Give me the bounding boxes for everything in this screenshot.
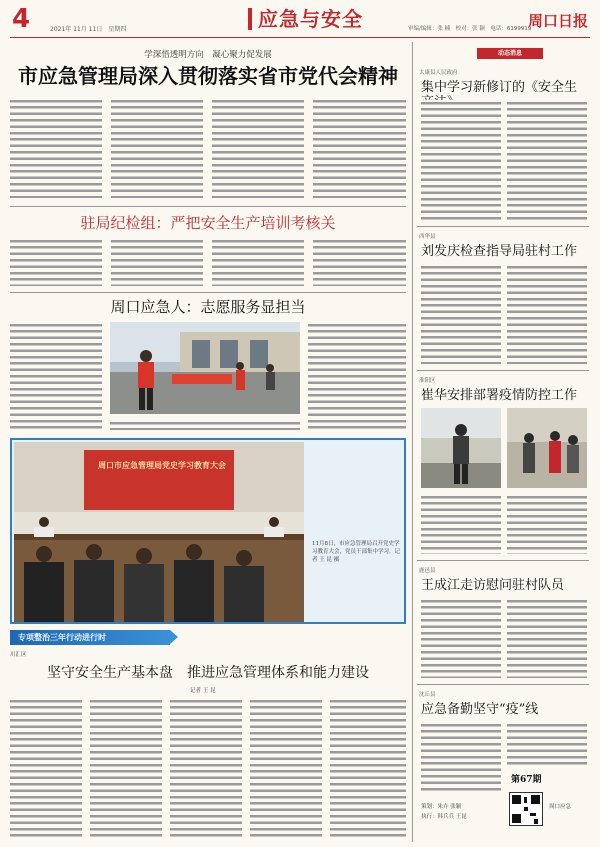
news-brief-column	[412, 42, 592, 842]
item-3-headline: 崔华安排部署疫情防控工作	[421, 388, 578, 403]
item-1-text-a	[421, 100, 501, 220]
divider	[10, 206, 406, 207]
special-text-col-3	[170, 698, 242, 838]
special-text-col-5	[330, 698, 406, 838]
lead-text-col-4	[313, 98, 406, 198]
main-column	[10, 42, 406, 842]
issue-date: 2021年 11月 11日 星期四	[50, 26, 127, 33]
item-2-label: 西华县	[419, 234, 436, 240]
special-author: 川汇区	[10, 652, 27, 658]
item-4-text-a	[421, 598, 501, 678]
story3-text-col-1	[10, 322, 102, 430]
volunteer-scene-icon	[110, 322, 300, 414]
qr-code-icon	[509, 792, 543, 826]
item-3-text-b	[507, 494, 587, 554]
story2-text-col-1	[10, 238, 102, 286]
item-5-headline: 应急备勤坚守“疫”线	[421, 702, 539, 717]
item-4-headline: 王成江走访慰问驻村队员	[421, 578, 565, 593]
inspection-scene-icon	[421, 408, 501, 488]
qr-label: 周口应急	[549, 804, 572, 810]
lead-kicker: 学深悟透明方向 凝心聚力促发展	[144, 50, 272, 60]
divider	[417, 370, 589, 371]
story3-text-under-photo	[110, 420, 300, 430]
meeting-photo-box	[10, 438, 406, 624]
story2-text-col-4	[313, 238, 406, 286]
paper-masthead: 周口日报	[527, 12, 588, 30]
special-text-col-2	[90, 698, 162, 838]
item-2-text-a	[421, 264, 501, 364]
special-byline: 记者 王 昆	[190, 688, 216, 694]
item-3-label: 淮阳区	[419, 378, 436, 384]
page-number: 4	[12, 4, 31, 34]
story2-headline: 驻局纪检组：严把安全生产培训考核关	[80, 214, 336, 232]
item-1-label: 太康县人民政府	[419, 70, 458, 76]
inspection-photo	[421, 408, 501, 488]
lead-text-col-2	[111, 98, 203, 198]
story3-headline: 周口应急人：志愿服务显担当	[110, 298, 306, 316]
item-5-text-b	[507, 722, 587, 766]
item-1-headline: 集中学习新修订的《安全生	[421, 80, 578, 95]
item-2-headline: 刘发庆检查指导局驻村工作	[421, 244, 578, 259]
lead-text-col-3	[212, 98, 304, 198]
page-header	[10, 4, 590, 38]
volunteer-photo	[110, 322, 300, 414]
story3-text-col-3	[308, 322, 406, 430]
special-text-col-1	[10, 698, 82, 838]
item-3-text-a	[421, 494, 501, 554]
meeting-photo-small	[507, 408, 587, 488]
item-1-text-b	[507, 100, 587, 220]
special-text-col-4	[250, 698, 322, 838]
section-title: 应急与安全	[258, 7, 363, 31]
photo-caption: 11月8日，市应急管理局召开党史学习教育大会，党员干部集中学习。记者 王 昆 摄	[312, 541, 401, 563]
item-5-label: 沈丘县	[419, 692, 436, 698]
credits-exec: 执行：韩兵兵 王昆	[421, 814, 467, 820]
divider	[10, 292, 406, 293]
special-section-tag: 专项整治三年行动进行时	[10, 630, 170, 645]
story2-text-col-3	[212, 238, 304, 286]
divider	[417, 226, 589, 227]
item-5-text-a	[421, 722, 501, 794]
news-brief-tab: 动态消息	[477, 48, 543, 59]
story2-text-col-2	[111, 238, 203, 286]
special-headline: 坚守安全生产基本盘 推进应急管理体系和能力建设	[47, 665, 369, 681]
credits-plan: 策划：朱卉 张颖	[421, 804, 462, 810]
editor-credits: 审编/编辑：张 楠 校对：张 颖 电话：6199919	[408, 26, 532, 32]
section-marker	[248, 8, 252, 30]
issue-number: 第67期	[511, 775, 542, 785]
banner-text: 周口市应急管理局党史学习教育大会	[98, 461, 226, 470]
people-group-icon	[507, 408, 587, 488]
item-4-text-b	[507, 598, 587, 678]
divider	[417, 684, 589, 685]
divider	[417, 560, 589, 561]
item-2-text-b	[507, 264, 587, 364]
item-4-label: 鹿邑县	[419, 568, 436, 574]
lead-text-col-1	[10, 98, 102, 198]
lead-headline: 市应急管理局深入贯彻落实省市党代会精神	[18, 64, 398, 88]
